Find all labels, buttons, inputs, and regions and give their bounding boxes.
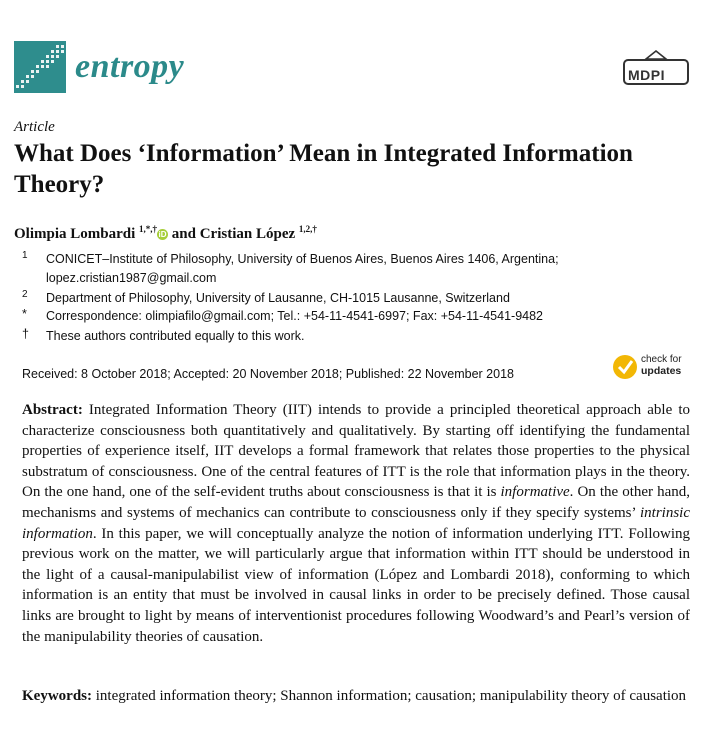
keywords-paragraph	[22, 686, 690, 707]
affiliation-mark: 1	[22, 250, 28, 261]
affiliation-text: CONICET–Institute of Philosophy, University of Buenos Aires, Buenos Aires 1406, Argentina;	[46, 252, 559, 266]
check-updates-line2: updates	[641, 365, 682, 377]
author-connector: and	[171, 226, 196, 242]
author-list	[14, 224, 317, 243]
abstract-emphasis: intrinsic information	[22, 504, 690, 542]
orcid-icon[interactable]: iD	[158, 230, 167, 239]
abstract-emphasis: informative	[500, 484, 570, 501]
abstract-label: Abstract:	[22, 402, 83, 418]
author-superscript: 1,2,†	[298, 224, 317, 234]
publisher-name: MDPI	[628, 67, 665, 83]
page-title: What Does ‘Information’ Mean in Integrated Information Theory?	[14, 140, 633, 198]
mdpi-logo-icon	[622, 50, 690, 88]
author-superscript: 1,*,†	[139, 224, 158, 234]
affiliation-email[interactable]: lopez.cristian1987@gmail.com	[46, 271, 217, 285]
affiliation-mark: *	[22, 307, 27, 321]
abstract-text: . In this paper, we will conceptually analyze the notion of information underlying ITT. Following previous work on the matter, we will particularly argue that information within ITT should be understood in the light of a causal-manipulabilist view of information (López and Lombardi 2018), conforming to which information is an entity that must be involved in causal links in order to be precisely defined. Those causal links are brought to light by means of interventionist procedures following Woodward’s and Pearl’s version of the manipulability theories of causation.	[22, 525, 690, 645]
check-updates-icon	[612, 352, 640, 382]
equal-contribution-note: These authors contributed equally to this work.	[46, 329, 305, 343]
check-updates-line1: check for	[641, 354, 682, 365]
journal-name: entropy	[75, 48, 185, 85]
article-type: Article	[14, 119, 55, 135]
affiliation-mark: 2	[22, 289, 28, 300]
affiliation-text: Department of Philosophy, University of Lausanne, CH-1015 Lausanne, Switzerland	[46, 291, 510, 305]
keywords-label: Keywords:	[22, 688, 92, 704]
publication-dates: Received: 8 October 2018; Accepted: 20 November 2018; Published: 22 November 2018	[22, 367, 514, 381]
keywords-text: integrated information theory; Shannon information; causation; manipulability theory of causation	[92, 688, 687, 704]
abstract-paragraph	[22, 400, 690, 647]
journal-logo-icon	[14, 41, 66, 93]
author-name[interactable]: Olimpia Lombardi	[14, 226, 136, 242]
check-for-updates-button[interactable]	[612, 352, 694, 382]
affiliation-item	[46, 250, 686, 288]
author-name[interactable]: Cristian López	[199, 226, 296, 242]
affiliation-mark: †	[22, 327, 29, 341]
abstract-text: . On the other hand, mechanisms and systems of mechanics can contribute to consciousness only if they specify systems’	[22, 484, 690, 521]
abstract-text: Integrated Information Theory (IIT) intends to provide a principled theoretical approach able to characterize consciousness both quantitatively and qualitatively. By starting off identifying the fundamental properties of experience itself, IIT develops a formal framework that relates those properties to the physical substratum of consciousness. One of the central features of ITT is the role that information plays in the theory. On the one hand, one of the self-evident truths about consciousness is that it is	[22, 402, 690, 501]
correspondence-text: Correspondence: olimpiafilo@gmail.com; Tel.: +54-11-4541-6997; Fax: +54-11-4541-9482	[46, 309, 544, 323]
